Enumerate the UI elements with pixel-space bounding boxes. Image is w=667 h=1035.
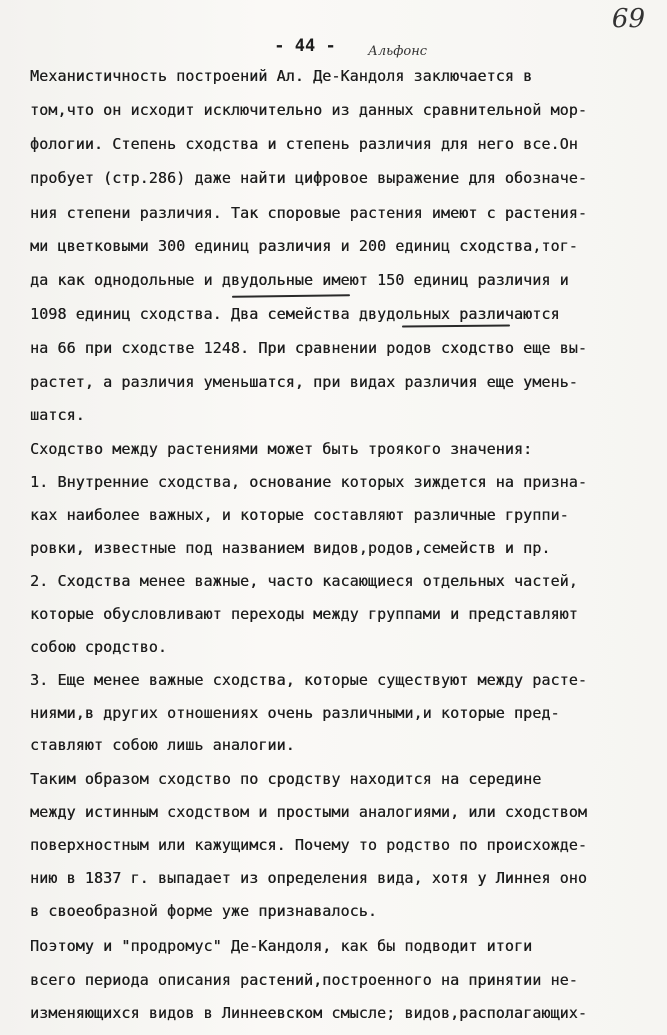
- text-line: на 66 при сходстве 1248. При сравнении родов сходство еще вы-: [30, 339, 587, 357]
- text-line: Таким образом сходство по сродству находится на середине: [30, 770, 542, 788]
- text-line: собою сродство.: [30, 638, 167, 656]
- text-line: фологии. Степень сходства и степень различия для него все.Он: [30, 135, 578, 153]
- text-line: в своеобразной форме уже признавалось.: [30, 902, 377, 920]
- page-number: - 44 -: [274, 36, 336, 56]
- text-line: всего периода описания растений,построенного на принятии не-: [30, 971, 578, 989]
- handwritten-margin-note: Альфонс: [368, 44, 428, 59]
- text-line: ми цветковыми 300 единиц различия и 200 единиц сходства,тог-: [30, 237, 578, 255]
- text-line: шатся.: [30, 406, 85, 424]
- text-line: между истинным сходством и простыми аналогиями, или сходством: [30, 803, 587, 821]
- text-line: изменяющихся видов в Линнеевском смысле; видов,располагающих-: [30, 1004, 587, 1022]
- text-line: ровки, известные под названием видов,родов,семейств и пр.: [30, 539, 551, 557]
- text-line: 1. Внутренние сходства, основание которых зиждется на призна-: [30, 473, 587, 491]
- text-line: нию в 1837 г. выпадает из определения вида, хотя у Линнея оно: [30, 869, 587, 887]
- text-line: ставляют собою лишь аналогии.: [30, 736, 295, 754]
- text-line: которые обусловливают переходы между группами и представляют: [30, 605, 578, 623]
- text-line: том,что он исходит исключительно из данных сравнительной мор-: [30, 101, 587, 119]
- folio-number: 69: [611, 4, 645, 34]
- text-line: ниями,в других отношениях очень различными,и которые пред-: [30, 704, 560, 722]
- text-line: поверхностным или кажущимся. Почему то родство по происхожде-: [30, 836, 587, 854]
- text-line: да как однодольные и двудольные имеют 150 единиц различия и: [30, 271, 569, 289]
- text-line: Сходство между растениями может быть троякого значения:: [30, 440, 533, 458]
- text-line: пробует (стр.286) даже найти цифровое выражение для обозначе-: [30, 169, 587, 187]
- handwritten-underline: [402, 324, 510, 327]
- text-line: Механистичность построений Ал. Де-Кандоля заключается в: [30, 67, 533, 85]
- text-line: 2. Сходства менее важные, часто касающиеся отдельных частей,: [30, 572, 578, 590]
- text-line: 1098 единиц сходства. Два семейства двудольных различаются: [30, 305, 560, 323]
- text-line: ния степени различия. Так споровые растения имеют с растения-: [30, 204, 587, 222]
- text-line: 3. Еще менее важные сходства, которые существуют между расте-: [30, 671, 587, 689]
- handwritten-underline: [232, 294, 350, 298]
- text-line: растет, а различия уменьшатся, при видах различия еще умень-: [30, 373, 578, 391]
- text-line: Поэтому и "продромус" Де-Кандоля, как бы подводит итоги: [30, 937, 533, 955]
- text-line: ках наиболее важных, и которые составляют различные группи-: [30, 506, 569, 524]
